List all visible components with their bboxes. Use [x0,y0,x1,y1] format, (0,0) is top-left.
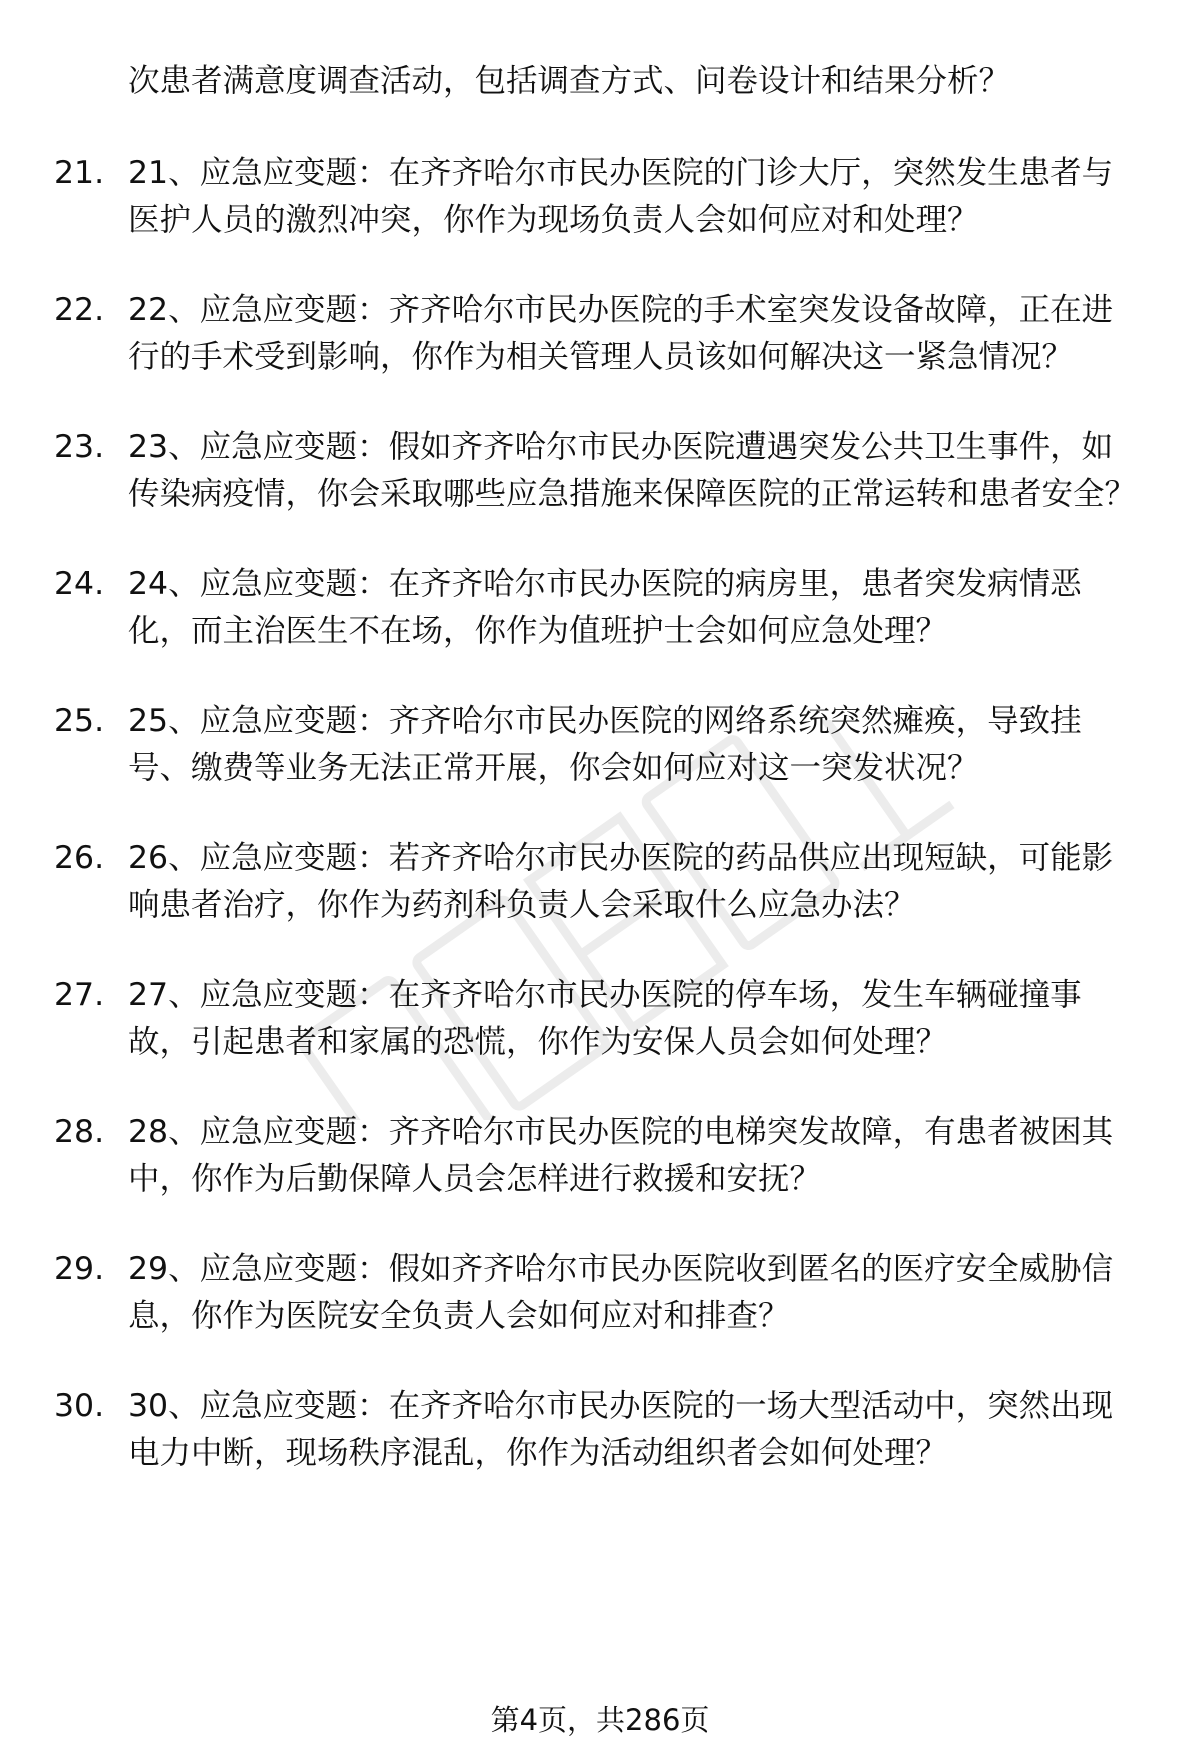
question-text: 22、应急应变题：齐齐哈尔市民办医院的手术室突发设备故障，正在进行的手术受到影响，你作为相关管理人员该如何解决这一紧急情况？ [128,292,1114,375]
list-item [0,287,1200,381]
list-item [0,424,1200,518]
question-number: 29. [54,1251,105,1287]
continuation-paragraph: 次患者满意度调查活动，包括调查方式、问卷设计和结果分析？ [128,63,1011,99]
question-text: 28、应急应变题：齐齐哈尔市民办医院的电梯突发故障，有患者被困其中，你作为后勤保障人员会怎样进行救援和安抚？ [128,1114,1114,1197]
question-number: 30. [54,1388,105,1424]
list-item [0,698,1200,792]
question-number: 28. [54,1114,105,1150]
question-number: 26. [54,840,105,876]
question-number: 25. [54,703,105,739]
question-text: 23、应急应变题：假如齐齐哈尔市民办医院遭遇突发公共卫生事件，如传染病疫情，你会采取哪些应急措施来保障医院的正常运转和患者安全？ [128,429,1137,512]
list-item [0,1383,1200,1477]
list-item [0,835,1200,929]
question-number: 24. [54,566,105,602]
question-number: 21. [54,155,105,191]
question-list [0,150,1200,1520]
question-text: 29、应急应变题：假如齐齐哈尔市民办医院收到匿名的医疗安全威胁信息，你作为医院安全负责人会如何应对和排查？ [128,1251,1114,1334]
list-item [0,972,1200,1066]
question-number: 22. [54,292,105,328]
question-text: 21、应急应变题：在齐齐哈尔市民办医院的门诊大厅，突然发生患者与医护人员的激烈冲突，你作为现场负责人会如何应对和处理？ [128,155,1114,238]
question-text: 26、应急应变题：若齐齐哈尔市民办医院的药品供应出现短缺，可能影响患者治疗，你作为药剂科负责人会采取什么应急办法？ [128,840,1114,923]
question-text: 27、应急应变题：在齐齐哈尔市民办医院的停车场，发生车辆碰撞事故，引起患者和家属的恐慌，你作为安保人员会如何处理？ [128,977,1082,1060]
question-number: 27. [54,977,105,1013]
question-text: 30、应急应变题：在齐齐哈尔市民办医院的一场大型活动中，突然出现电力中断，现场秩序混乱，你作为活动组织者会如何处理？ [128,1388,1114,1471]
question-text: 24、应急应变题：在齐齐哈尔市民办医院的病房里，患者突发病情恶化，而主治医生不在场，你作为值班护士会如何应急处理？ [128,566,1082,649]
list-item [0,1246,1200,1340]
list-item [0,561,1200,655]
question-number: 23. [54,429,105,465]
page-footer: 第4页，共286页 [490,1703,710,1737]
question-text: 25、应急应变题：齐齐哈尔市民办医院的网络系统突然瘫痪，导致挂号、缴费等业务无法正常开展，你会如何应对这一突发状况？ [128,703,1082,786]
list-item [0,150,1200,244]
list-item [0,1109,1200,1203]
